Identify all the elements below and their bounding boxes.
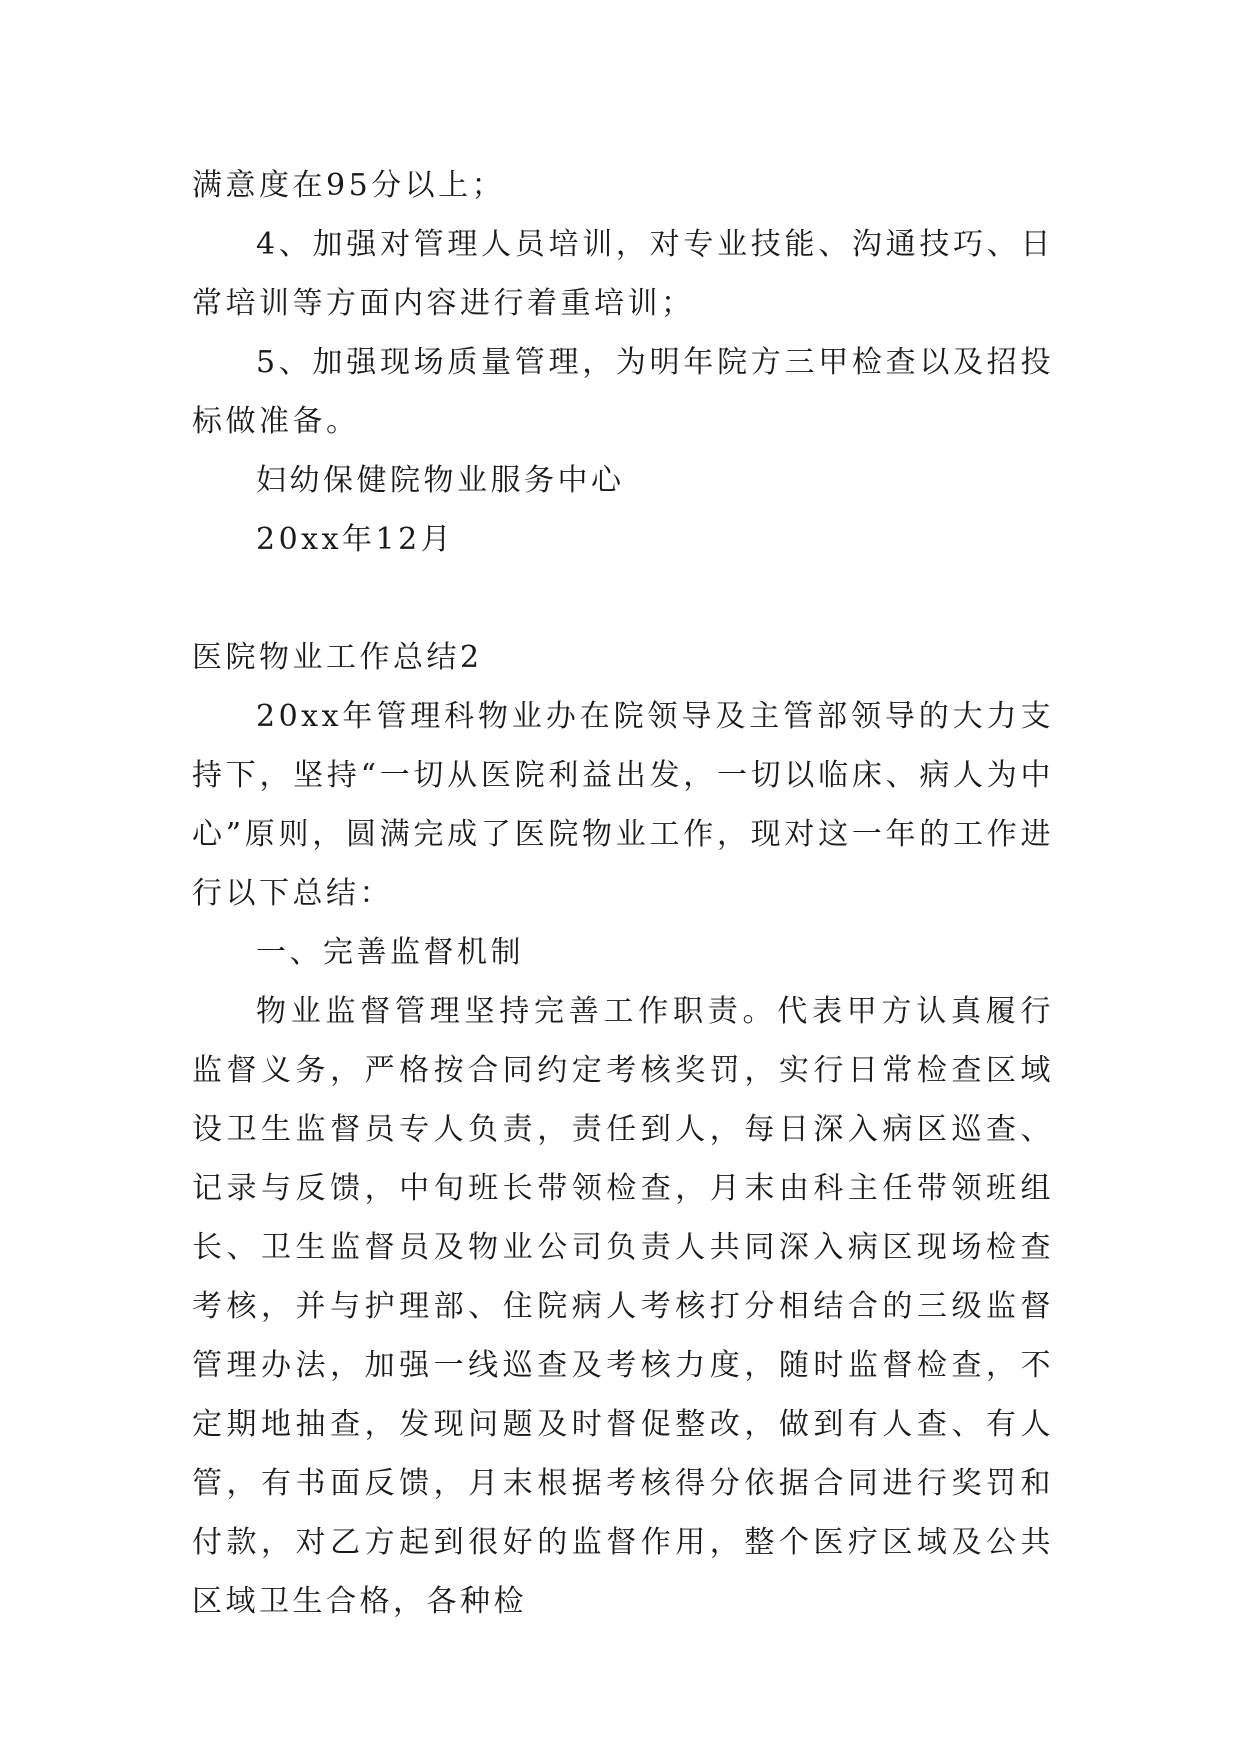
signature-date: 20xx年12月 bbox=[256, 522, 455, 557]
document-body bbox=[192, 156, 1054, 1631]
paragraph-intro: 20xx年管理科物业办在院领导及主管部领导的大力支持下，坚持“一切从医院利益出发，一切以临床、病人为中心”原则，圆满完成了医院物业工作，现对这一年的工作进行以下总结： bbox=[192, 699, 1054, 911]
paragraph-item-4: 4、加强对管理人员培训，对专业技能、沟通技巧、日常培训等方面内容进行着重培训； bbox=[192, 227, 1054, 321]
section-title: 医院物业工作总结2 bbox=[192, 640, 483, 675]
section-heading-1: 一、完善监督机制 bbox=[256, 935, 524, 970]
paragraph-item-5: 5、加强现场质量管理，为明年院方三甲检查以及招投标做准备。 bbox=[192, 345, 1054, 439]
signature-organization: 妇幼保健院物业服务中心 bbox=[256, 463, 625, 498]
paragraph-supervision: 物业监督管理坚持完善工作职责。代表甲方认真履行监督义务，严格按合同约定考核奖罚，实行日常检查区域设卫生监督员专人负责，责任到人，每日深入病区巡查、记录与反馈，中旬班长带领检查，月末由科主任带领班组长、卫生监督员及物业公司负责人共同深入病区现场检查考核，并与护理部、住院病人考核打分相结合的三级监督管理办法，加强一线巡查及考核力度，随时监督检查，不定期地抽查，发现问题及时督促整改，做到有人查、有人管，有书面反馈，月末根据考核得分依据合同进行奖罚和付款，对乙方起到很好的监督作用，整个医疗区域及公共区域卫生合格，各种检 bbox=[192, 994, 1054, 1619]
paragraph-satisfaction: 满意度在95分以上； bbox=[192, 168, 506, 203]
